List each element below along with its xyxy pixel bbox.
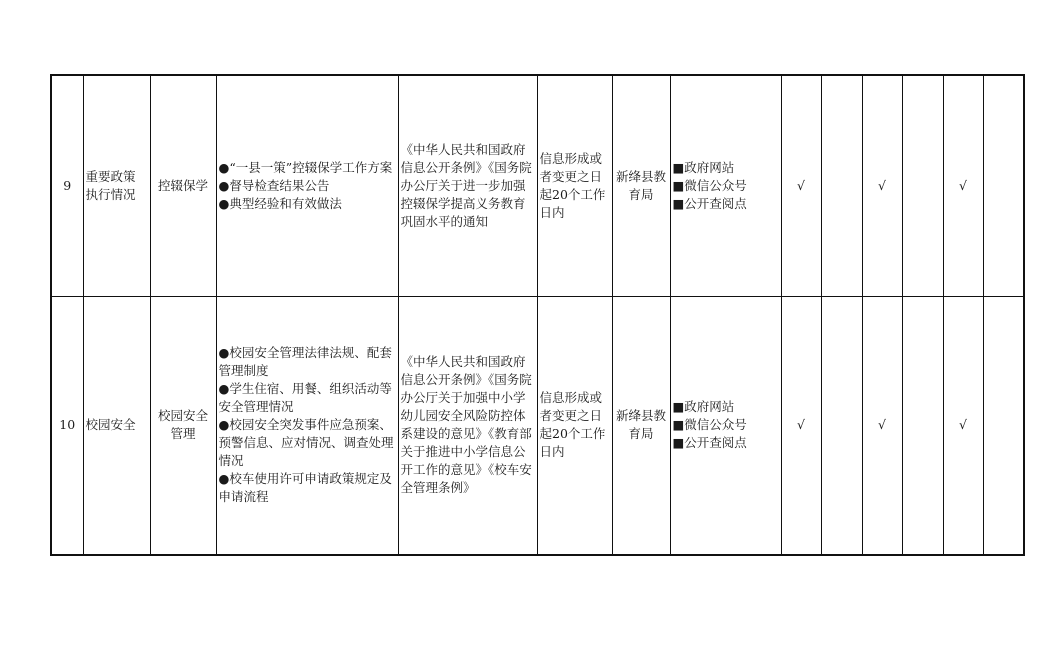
legal-basis-cell: 《中华人民共和国政府信息公开条例》《国务院办公厅关于加强中小学幼儿园安全风险防控体系建设的意见》《教育部关于推进中小学信息公开工作的意见》《校车安全管理条例》	[398, 296, 537, 555]
subcategory-cell: 控辍保学	[150, 75, 216, 296]
content-item: ●“一县一策”控辍保学工作方案	[218, 159, 393, 175]
table-row	[51, 296, 1024, 555]
check-mark-cell	[902, 296, 943, 555]
disclosure-channel-cell	[670, 75, 781, 296]
content-item: ●校园安全突发事件应急预案、预警信息、应对情况、调查处理情况	[218, 417, 394, 469]
check-mark-cell: √	[862, 75, 902, 296]
check-mark-cell: √	[943, 296, 983, 555]
channel-item: ■公开查阅点	[672, 435, 747, 451]
disclosure-content-cell	[216, 296, 398, 555]
check-mark-cell: √	[781, 296, 821, 555]
department-cell: 新绛县教育局	[612, 75, 670, 296]
time-limit-cell: 信息形成或者变更之日起20个工作日内	[537, 296, 612, 555]
check-mark-cell: √	[862, 296, 902, 555]
row-number-cell: 10	[51, 296, 83, 555]
check-mark-cell	[821, 75, 862, 296]
legal-basis-cell: 《中华人民共和国政府信息公开条例》《国务院办公厅关于进一步加强控辍保学提高义务教育巩固水平的通知	[398, 75, 537, 296]
category-cell: 重要政策执行情况	[83, 75, 150, 296]
disclosure-channel-cell	[670, 296, 781, 555]
check-mark-cell	[983, 75, 1024, 296]
content-item: ●督导检查结果公告	[218, 177, 330, 193]
disclosure-table	[50, 74, 1025, 556]
row-number-cell: 9	[51, 75, 83, 296]
check-mark-cell	[821, 296, 862, 555]
channel-item: ■政府网站	[672, 399, 735, 415]
check-mark-cell	[902, 75, 943, 296]
category-cell: 校园安全	[83, 296, 150, 555]
subcategory-cell: 校园安全管理	[150, 296, 216, 555]
disclosure-content-cell	[216, 75, 398, 296]
table-row	[51, 75, 1024, 296]
time-limit-cell: 信息形成或者变更之日起20个工作日内	[537, 75, 612, 296]
check-mark-cell: √	[943, 75, 983, 296]
content-item: ●校车使用许可申请政策规定及申请流程	[218, 471, 392, 505]
content-item: ●典型经验和有效做法	[218, 195, 342, 211]
content-item: ●学生住宿、用餐、组织活动等安全管理情况	[218, 381, 392, 415]
check-mark-cell: √	[781, 75, 821, 296]
channel-item: ■微信公众号	[672, 417, 747, 433]
check-mark-cell	[983, 296, 1024, 555]
department-cell: 新绛县教育局	[612, 296, 670, 555]
channel-item: ■微信公众号	[672, 177, 747, 193]
content-item: ●校园安全管理法律法规、配套管理制度	[218, 345, 392, 379]
channel-item: ■公开查阅点	[672, 195, 747, 211]
channel-item: ■政府网站	[672, 159, 735, 175]
